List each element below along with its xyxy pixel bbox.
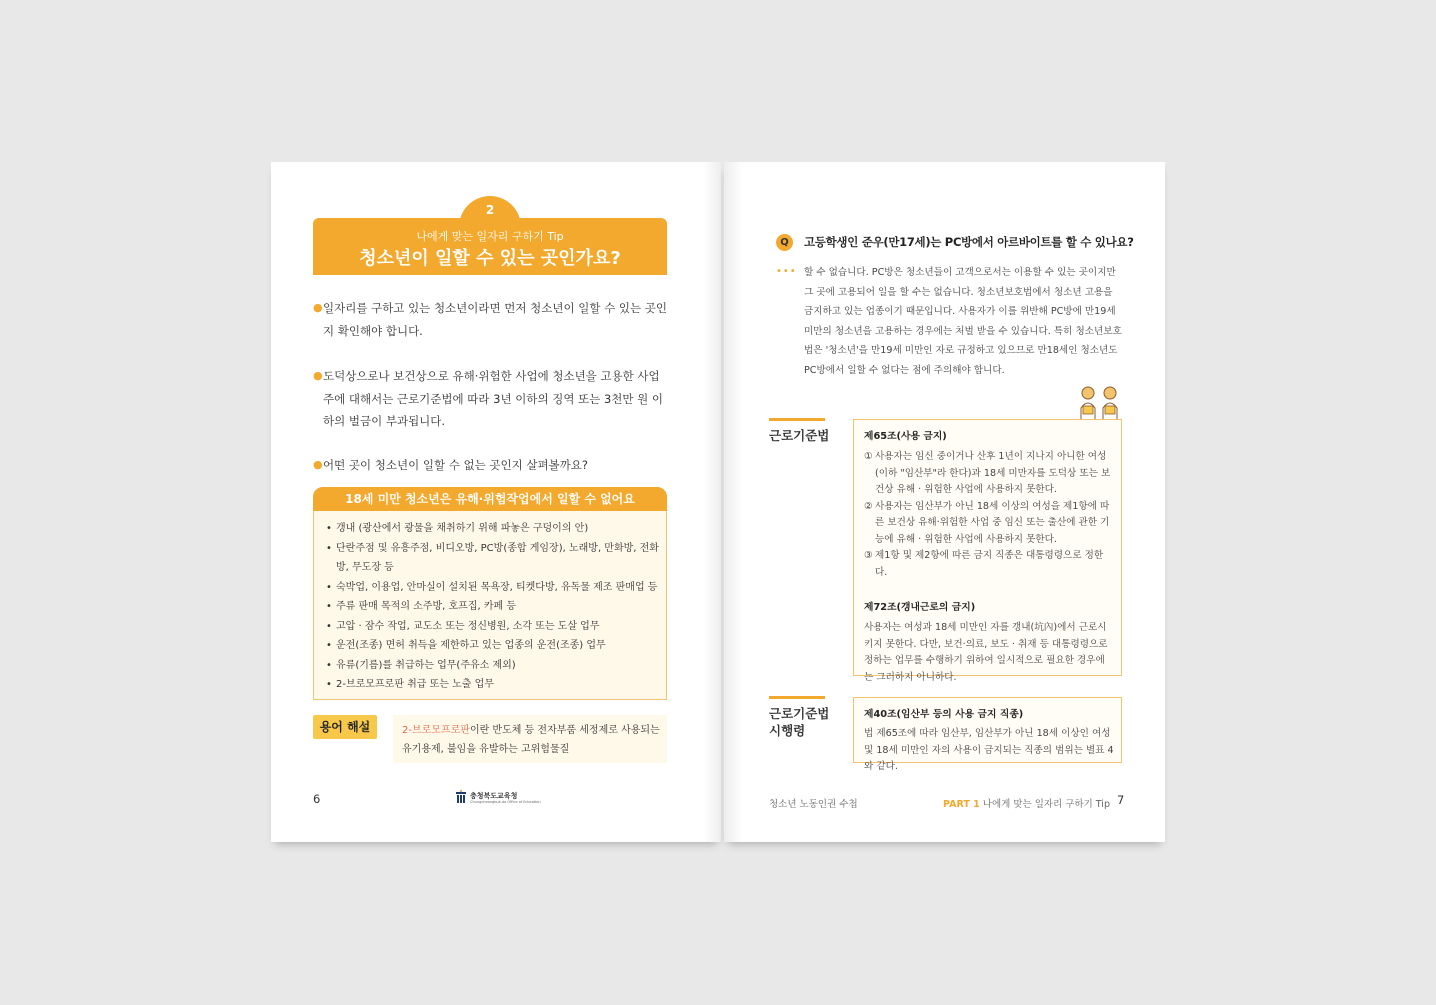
list-item: • 주류 판매 목적의 소주방, 호프집, 카페 등: [326, 601, 516, 612]
bullet-dot-icon: ●: [313, 301, 323, 314]
article-title: 제40조(임산부 등의 사용 금지 직종): [864, 709, 1024, 720]
bullet-text: 도덕상으로나 보건상으로 유해·위험한 사업에 청소년을 고용한 사업주에 대해서는 근로기준법에 따라 3년 이하의 징역 또는 3천만 원 이하의 벌금이 부과됩니다.: [323, 369, 664, 428]
term-label: 용어 해설: [313, 715, 377, 739]
list-item: • 단란주점 및 유흥주점, 비디오방, PC방(종합 게임장), 노래방, 만화방, 전화방, 무도장 등: [326, 542, 659, 573]
office-logo-icon: [455, 790, 467, 804]
article-clause: ③ 제1항 및 제2항에 따른 금지 직종은 대통령령으로 정한다.: [864, 550, 1104, 578]
article-body: [864, 449, 1113, 581]
page-number: 7: [1117, 793, 1125, 807]
answer-text: 할 수 없습니다. PC방은 청소년들이 고객으로서는 이용할 수 있는 곳이지만 그 곳에 고용되어 일을 할 수는 없습니다. 청소년보호법에서 청소년 고용을 금지하고 있는 업종이기 때문입니다. 사용자가 이를 위반해 PC방에 만19세 미만의 청소년을 고용하는 경우에는 처벌 받을 수 있습니다. 특히 청소년보호법은 '청소년'을 만19세 미만인 자로 규정하고 있으므로 만18세인 청소년도 PC방에서 일할 수 없다는 점에 주의해야 합니다.: [804, 267, 1122, 376]
bullet-dot-icon: ●: [313, 458, 323, 471]
article-40: [864, 706, 1115, 776]
prohibited-work-list: [326, 519, 660, 695]
term-explanation-box: [393, 715, 667, 763]
law-label-bar: [769, 696, 825, 699]
section-title: 청소년이 일할 수 있는 곳인가요?: [359, 248, 621, 269]
article-body: 법 제65조에 따라 임산부, 임산부가 아닌 18세 이상인 여성 및 18세 미만인 자의 사용이 금지되는 직종의 범위는 별표 4와 같다.: [864, 728, 1114, 772]
article-title: 제72조(갱내근로의 금지): [864, 602, 976, 613]
law-label-bar: [769, 418, 825, 421]
page-number: 6: [313, 792, 321, 806]
question-title: 고등학생인 준우(만17세)는 PC방에서 아르바이트를 할 수 있나요?: [804, 235, 1134, 249]
office-logo-subtext: Chungcheongbuk-do Office of Education: [470, 800, 541, 804]
labor-standards-act-box: [853, 419, 1122, 683]
prohibited-work-heading: 18세 미만 청소년은 유해·위험작업에서 일할 수 없어요: [313, 487, 667, 511]
law-label: 근로기준법 시행령: [769, 706, 830, 738]
bullet-text: 어떤 곳이 청소년이 일할 수 없는 곳인지 살펴볼까요?: [323, 458, 588, 472]
left-page: [271, 162, 721, 842]
question-badge: Q: [776, 234, 793, 251]
enforcement-decree-box: [853, 697, 1122, 772]
footer-chapter: [943, 796, 1110, 810]
bullet-paragraph: [313, 365, 669, 433]
article-title: 제65조(사용 금지): [864, 431, 947, 442]
office-logo-text: 충청북도교육청: [470, 792, 518, 800]
list-item: • 유류(기름)를 취급하는 업무(주유소 제외): [326, 659, 516, 671]
list-item: • 2-브로모프로판 취급 또는 노출 업무: [326, 679, 494, 690]
article-65: [864, 428, 1113, 686]
section-subtitle: 나에게 맞는 일자리 구하기 Tip: [416, 230, 564, 243]
footer-book-title: 청소년 노동인권 수첩: [769, 799, 858, 810]
article-body: 사용자는 여성과 18세 미만인 자를 갱내(坑內)에서 근로시키지 못한다. 다만, 보건·의료, 보도 · 취재 등 대통령령으로 정하는 업무를 수행하기 위하여 일시적으로 필요한 경우에는 그러하지 아니하다.: [864, 622, 1108, 683]
spine-shadow: [703, 162, 721, 842]
law-label: 근로기준법: [769, 428, 830, 443]
list-item: • 운전(조종) 면허 취득을 제한하고 있는 업종의 운전(조종) 업무: [326, 640, 606, 651]
article-clause: ① 사용자는 임신 중이거나 산후 1년이 지나지 아니한 여성(이하 "임산부"라 한다)과 18세 미만자를 도덕상 또는 보건상 유해 · 위험한 사업에 사용하지 못한다.: [864, 451, 1111, 495]
section-number: 2: [485, 203, 495, 217]
bullet-dot-icon: ●: [313, 369, 323, 382]
prohibited-work-box: [313, 487, 667, 700]
list-item: • 고압 · 잠수 작업, 교도소 또는 정신병원, 소각 또는 도살 업무: [326, 620, 600, 632]
footer-part: PART 1: [943, 799, 980, 810]
right-page: [724, 162, 1165, 842]
term-highlight: 2-브로모프로판: [402, 725, 470, 736]
list-item: • 숙박업, 이용업, 안마실이 설치된 목욕장, 티켓다방, 유독물 제조 판매업 등: [326, 581, 658, 593]
bullet-paragraph: [313, 297, 669, 342]
list-item: • 갱내 (광산에서 광물을 채취하기 위해 파놓은 구덩이의 안): [326, 523, 589, 534]
students-reading-illustration: [1074, 384, 1124, 422]
bullet-text: 일자리를 구하고 있는 청소년이라면 먼저 청소년이 일할 수 있는 곳인지 확인해야 합니다.: [323, 301, 667, 338]
section-title-band: [313, 218, 667, 275]
answer-marker: •••: [776, 266, 797, 277]
footer-chapter-title: 나에게 맞는 일자리 구하기 Tip: [982, 799, 1110, 810]
article-clause: ② 사용자는 임산부가 아닌 18세 이상의 여성을 제1항에 따른 보건상 유해·위험한 사업 중 임신 또는 출산에 관한 기능에 유해 · 위험한 사업에 사용하지 못한다.: [864, 500, 1110, 545]
spine-shadow: [724, 162, 742, 842]
term-explanation: 2-브로모프로판이란 반도체 등 전자부품 세정제로 사용되는 유기용제, 불임을 유발하는 고위험물질: [402, 725, 660, 755]
office-logo: [455, 790, 541, 808]
bullet-paragraph: [313, 454, 669, 477]
